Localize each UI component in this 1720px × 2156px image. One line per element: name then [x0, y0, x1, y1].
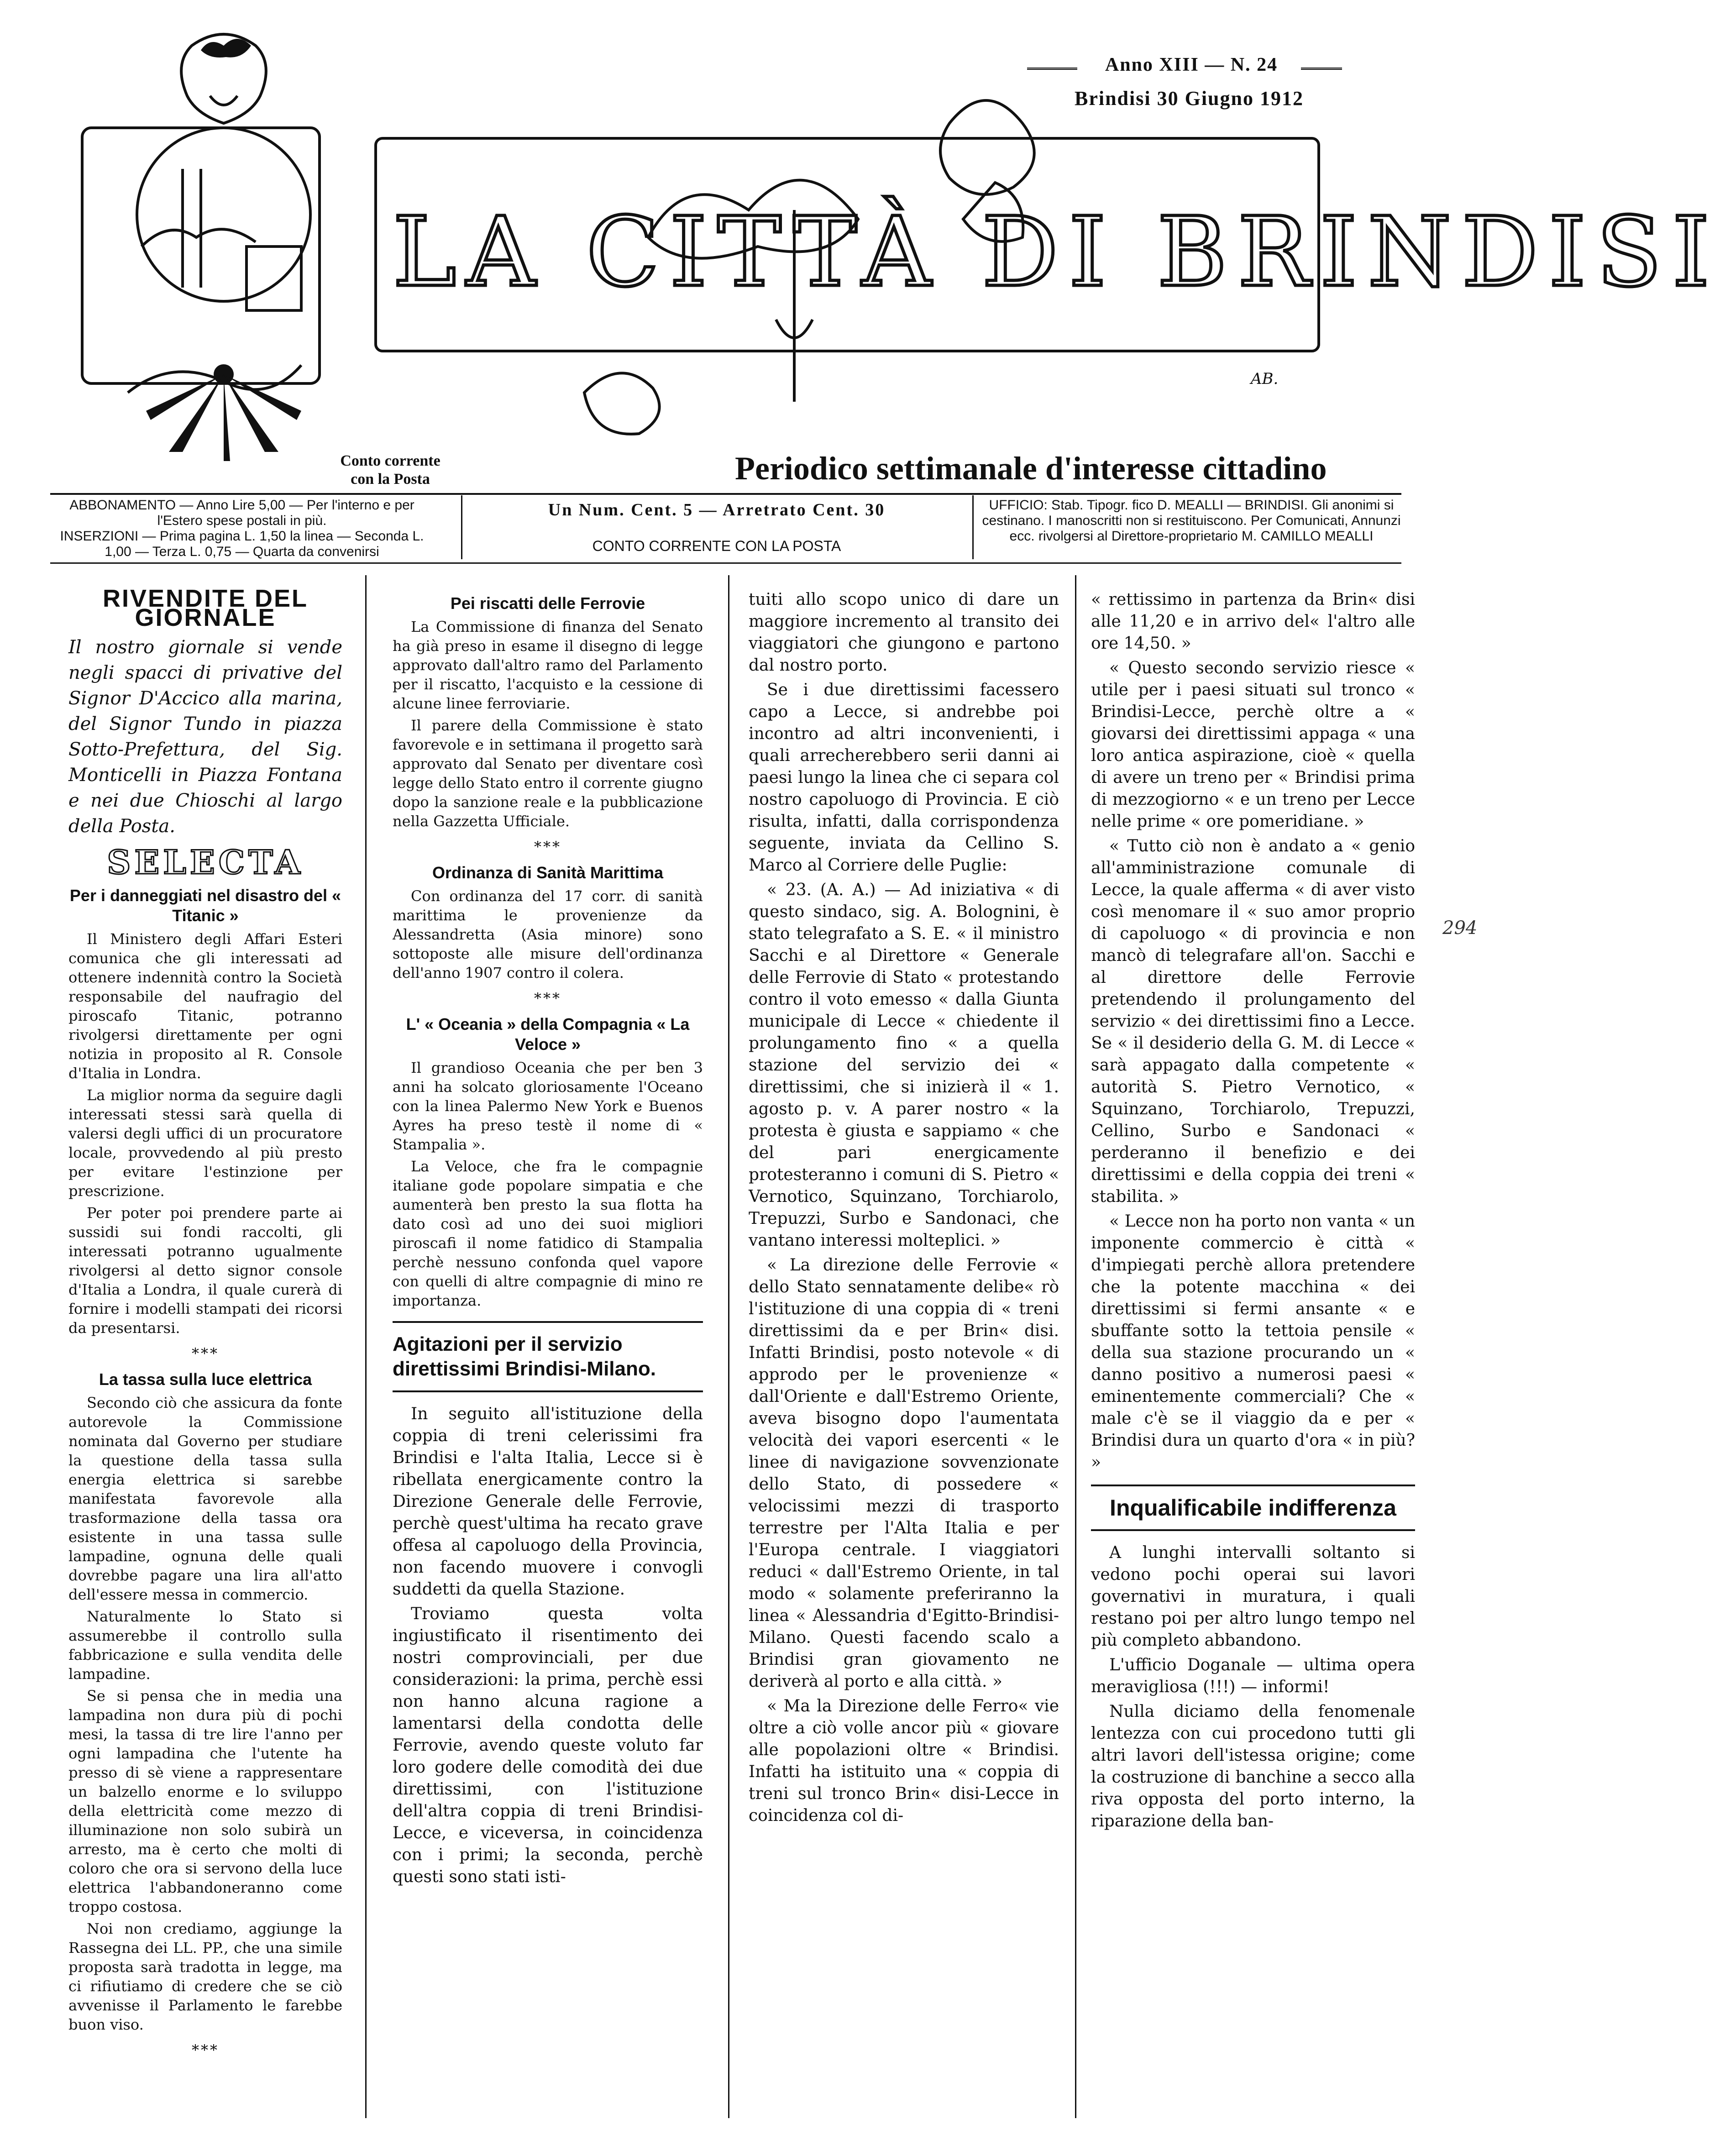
col3-p1: tuiti allo scopo unico di dare un maggiore incremento al transito dei viaggiatori che giungono e partono dal nostro porto. — [749, 590, 1059, 675]
riscatti-p2: Il parere della Commissione è stato favorevole e in settimana il progetto sarà approvato dal Senato per diventare così legge dello Stato entro il corrente giugno dopo la sanzione reale e la pubblicazione nella Gazzetta Ufficiale. — [393, 717, 703, 830]
info-bottom-rule — [50, 562, 1401, 564]
col3-p3: « 23. (A. A.) — Ad iniziativa « di questo sindaco, sig. A. Bolognini, è stato telegrafato a S. E. « il ministro Sacchi e al Direttore « Generale delle Ferrovie di Stato « protestando contro il voto emesso « dalla Giunta municipale di Lecce « chiedente il prolungamento fino « a quella stazione del servizio dei « direttissimi, che si inizierà il « 1. agosto p. v. A parer nostro « la protesta è giusta e sappiamo « che del pari energicamente protesteranno i comuni di S. Pietro « Vernotico, Squinzano, Torchiarolo, Trepuzzi, Surbo e Sandonaci, che vantano interessi molteplici. » — [749, 881, 1059, 1250]
tassa-p2: Naturalmente lo Stato si assumerebbe il controllo sulla fabbricazione e sulla vendita delle lampadine. — [68, 1608, 342, 1683]
abbonamento-text: ABBONAMENTO — Anno Lire 5,00 — Per l'interno e per l'Estero spese postali in più. — [69, 498, 414, 528]
titanic-p2: La miglior norma da seguire dagli interessati stessi sarà quella di valersi degli uffici di un procuratore locale, provvedendo al più presto per evitare l'estinzione per prescrizione. — [68, 1086, 342, 1200]
titanic-p1: Il Ministero degli Affari Esteri comunica che gli interessati ad ottenere indennità contro la Società responsabile del naufragio del piroscafo Titanic, potranno rivolgersi direttamente per ogni notizia in proposito al R. Console d'Italia in Londra. — [68, 930, 342, 1082]
col4-p4: « Lecce non ha porto non vanta « un imponente commercio è città « d'impiegati perchè allora pretendere che la potente macchina « dei direttissimi si fermi ansante « e sbuffante sotto la tettoia pensile « della sua stazione procurando un « danno positivo a numerosi paesi « eminentemente commerciali? Che « male c'è se il viaggio da e per « Brindisi dura un quarto d'ora « in più? » — [1091, 1212, 1415, 1472]
ufficio-info: UFFICIO: Stab. Tipogr. fico D. MEALLI — BRINDISI. Gli anonimi si cestinano. I manoscritti non si restituiscono. Per Comunicati, Annunzi ecc. rivolgersi al Direttore-proprietario M. CAMILLO MEALLI — [982, 498, 1401, 544]
tassa-p3: Se si pensa che in media una lampadina non dura più di pochi mesi, la tassa di tre lire l'anno per ogni lampadina che l'utente ha presso di sè viene a rappresentare un balzello enorme e lo sviluppo della elettricità come mezzo di illuminazione non solo subirà un arresto, ma è certo che molti di coloro che ora si servono della luce elettrica l'abbandoneranno come troppo costosa. — [68, 1687, 342, 1915]
margin-number: 294 — [1442, 918, 1478, 939]
titanic-heading: Per i danneggiati nel disastro del « Titanic » — [69, 886, 341, 925]
indifferenza-box — [1091, 1485, 1415, 1531]
column-rule-1 — [365, 575, 367, 2118]
col3-p2: Se i due direttissimi facessero capo a Lecce, si andrebbe poi incontro ad altri inconvenienti, i quali arrecherebbero serii danni ai paesi lungo la linea che ci separa col nostro capoluogo di Provincia. E ciò risulta, infatti, dalla corrispondenza seguente, inviata da Cellino S. Marco al Corriere delle Puglie: — [749, 681, 1059, 875]
issue-rule-right — [1301, 68, 1342, 70]
flower-ornament — [539, 64, 1086, 447]
newspaper-title: LA CITTÀ DI BRINDISI — [393, 196, 1720, 308]
col4-p6: L'ufficio Doganale — ultima opera meravigliosa (!!!) — informi! — [1091, 1656, 1415, 1696]
rivendite-text: Il nostro giornale si vende negli spacci di privative del Signor D'Accico alla marina, del Signor Tundo in piazza Sotto-Prefettura, del Sig. Monticelli in Piazza Fontana e nei due Chioschi al largo della Posta. — [68, 637, 342, 837]
artist-signature: AB. — [1251, 370, 1279, 388]
agitazioni-p2: Troviamo questa volta ingiustificato il risentimento dei nostri comprovinciali, per due considerazioni: la prima, perchè essi non hanno alcuna ragione a lamentarsi della condotta delle Ferrovie, avendo queste voluto far loro godere delle comodità dei due direttissimi, con l'istituzione dell'altra coppia di treni Brindisi-Lecce, e viceversa, in coincidenza con i primi; la seconda, perchè questi sono stati isti- — [393, 1605, 703, 1886]
price-info — [470, 500, 963, 554]
column-2 — [393, 589, 703, 1891]
column-3 — [749, 589, 1059, 1830]
col4-p2: « Questo secondo servizio riesce « utile per i paesi situati sul tronco « Brindisi-Lecce, perchè oltre a « giovarsi dei direttissimi appaga « una loro antica aspirazione, cioè « quella di avere un treno per « Brindisi prima di mezzogiorno « e un treno per Lecce nelle prime « ore pomeridiane. » — [1091, 659, 1415, 831]
price-text: Un Num. Cent. 5 — Arretrato Cent. 30 — [548, 500, 886, 519]
inserzioni-text: INSERZIONI — Prima pagina L. 1,50 la linea — Seconda L. 1,00 — Terza L. 0,75 — Quarta da convenirsi — [60, 529, 424, 559]
conto-text: CONTO CORRENTE CON LA POSTA — [592, 538, 841, 554]
column-rule-2 — [728, 575, 729, 2118]
column-1 — [68, 585, 342, 2066]
oceania-p1: Il grandioso Oceania che per ben 3 anni ha solcato gloriosamente l'Oceano con la linea Palermo New York e Buenos Ayres ha preso testè il nome di « Stampalia ». — [393, 1059, 703, 1153]
col4-p5: A lunghi intervalli soltanto si vedono pochi operai sui lavori governativi in muratura, i quali restano poi per altro lungo tempo nel più completo abbandono. — [1091, 1543, 1415, 1650]
issue-date: Brindisi 30 Giugno 1912 — [1074, 87, 1304, 110]
masthead — [0, 0, 1720, 548]
oceania-heading: L' « Oceania » della Compagnia « La Veloce » — [406, 1015, 690, 1054]
separator: *** — [534, 990, 561, 1007]
allegory-illustration — [73, 18, 420, 466]
info-divider-2 — [972, 495, 974, 559]
tassa-heading: La tassa sulla luce elettrica — [99, 1370, 312, 1389]
col4-p1: « rettissimo in partenza da Brin« disi alle 11,20 e in arrivo del« l'altro alle ore 14,50. » — [1091, 590, 1415, 653]
agitazioni-heading: Agitazioni per il servizio direttissimi Brindisi-Milano. — [393, 1333, 656, 1380]
sanita-p1: Con ordinanza del 17 corr. di sanità marittima le provenienze da Alessandretta (Asia minore) sono sottoposte alle misure dell'ordinanza dell'anno 1907 contro il colera. — [393, 887, 703, 981]
info-divider-1 — [461, 495, 462, 559]
rivendite-heading: RIVENDITE DEL GIORNALE — [102, 585, 309, 631]
column-4 — [1091, 589, 1415, 1835]
separator: *** — [192, 1345, 219, 1362]
column-rule-3 — [1075, 575, 1076, 2118]
oceania-p2: La Veloce, che fra le compagnie italiane gode popolare simpatia e che aumenterà ben presto la sua flotta ha dato così ad uno dei suoi migliori piroscafi il nome fatidico di Stampalia perchè nessuno confonda quel vapore con quelli di altre compagnie di mino re importanza. — [393, 1158, 703, 1309]
tassa-p1: Secondo ciò che assicura da fonte autorevole la Commissione nominata dal Governo per studiare la questione della tassa sulla energia elettrica si sarebbe manifestata favorevole alla trasformazione della tassa ora esistente in una tassa sulle lampadine, ognuna delle quali dovrebbe pagare una lira all'atto dell'essere messa in commercio. — [68, 1394, 342, 1603]
agitazioni-box — [393, 1321, 703, 1392]
col3-p5: « Ma la Direzione delle Ferro« vie oltre a ciò volle ancor più « giovare alle popolazioni oltre « Brindisi. Infatti ha istituito una « coppia di treni sul tronco Brin« disi-Lecce in coincidenza col di- — [749, 1697, 1059, 1825]
tassa-p4: Noi non crediamo, aggiunge la Rassegna dei LL. PP., che una simile proposta sarà tradotta in legge, ma ci rifiutiamo di credere che se ciò avvenisse il Parlamento le farebbe buon viso. — [68, 1920, 342, 2033]
titanic-p3: Per poter poi prendere parte ai sussidi sui fondi raccolti, gli interessati potranno ugualmente rivolgersi al detto signor console d'Italia a Londra, il quale curerà di fornire i modelli stampati dei ricorsi da presentarsi. — [68, 1204, 342, 1337]
col4-p3: « Tutto ciò non è andato a « genio all'amministrazione comunale di Lecce, la quale afferma « di aver visto così menomare il « suo amor proprio di capoluogo « di provincia e non mancò di telegrafare all'on. Sacchi e al direttore delle Ferrovie pretendendo il prolungamento del servizio « dei direttissimi fino a Lecce. Se « il desiderio della G. M. di Lecce « sarà appagato dalla competente « autorità S. Pietro Vernotico, « Squinzano, Torchiarolo, Trepuzzi, Cellino, Surbo e Sandonaci « perderanno il benefizio e dei direttissimi e della coppia dei treni « stabilita. » — [1091, 837, 1415, 1206]
subtitle: Periodico settimanale d'interesse cittadino — [735, 450, 1327, 487]
riscatti-heading: Pei riscatti delle Ferrovie — [450, 594, 645, 613]
agitazioni-p1: In seguito all'istituzione della coppia di treni celerissimi fra Brindisi e l'alta Italia, Lecce si è ribellata energicamente contro la Direzione Generale delle Ferrovie, perchè quest'ultima ha recato grave offesa al capoluogo della Provincia, non facendo muovere i convogli suddetti da quella Stazione. — [393, 1405, 703, 1599]
indifferenza-heading: Inqualificabile indifferenza — [1110, 1495, 1396, 1521]
riscatti-p1: La Commissione di finanza del Senato ha già preso in esame il disegno di legge approvato dall'altro ramo del Parlamento per il riscatto, l'acquisto e la cessione di alcune linee ferroviarie. — [393, 618, 703, 712]
issue-number: Anno XIII — N. 24 — [1105, 54, 1278, 75]
separator-end: *** — [192, 2041, 219, 2059]
abbonamento-info — [50, 498, 434, 560]
info-top-rule — [50, 493, 1401, 495]
conto-corrente-label: Conto corrente con la Posta — [340, 452, 440, 488]
col4-p7: Nulla diciamo della fenomenale lentezza con cui procedono tutti gli altri lavori dell'istessa origine; come la costruzione di banchine a secco alla riva opposta del porto interno, la riparazione della ban- — [1091, 1702, 1415, 1831]
separator: *** — [534, 838, 561, 855]
sanita-heading: Ordinanza di Sanità Marittima — [432, 863, 664, 882]
selecta-heading: SELECTA — [107, 843, 304, 881]
col3-p4: « La direzione delle Ferrovie « dello Stato sennatamente delibe« rò l'istituzione di una coppia di « treni direttissimi da e per Brin« disi. Infatti Brindisi, posto notevole « di approdo per le provenienze « dall'Oriente e dall'Estremo Oriente, aveva bisogno dopo l'aumentata velocità dei vapori esercenti « le linee di navigazione sovvenzionate dello Stato, di possedere « velocissimi mezzi di trasporto terrestre per l'Alta Italia e per l'Europa centrale. I viaggiatori reduci « dall'Estremo Oriente, in tal modo « solamente preferiranno la linea « Alessandria d'Egitto-Brindisi-Milano. Questi facendo scalo a Brindisi gran giovamento ne deriverà al porto e alla città. » — [749, 1256, 1059, 1691]
